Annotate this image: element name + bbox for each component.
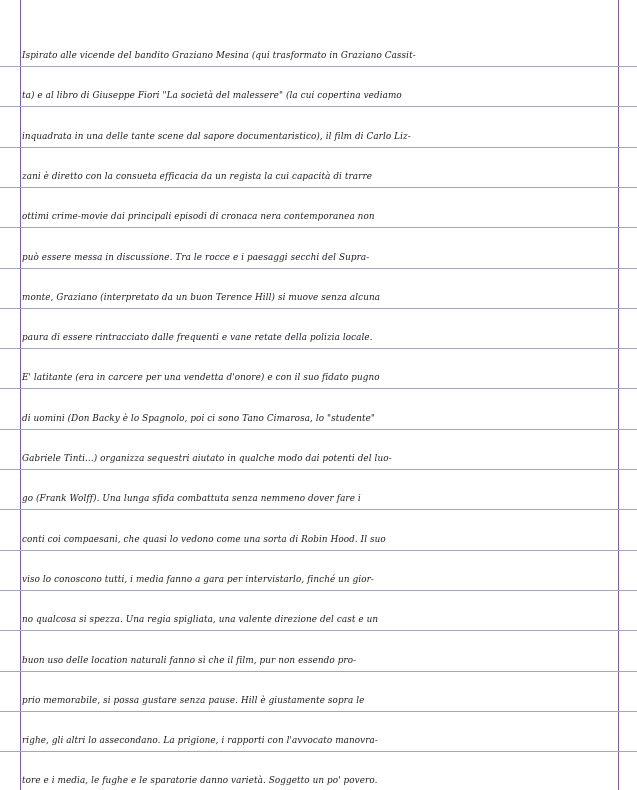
text-line: di uomini (Don Backy è lo Spagnolo, poi ci sono Tano Cimarosa, lo "studente": [22, 414, 376, 424]
text-line: paura di essere rintracciato dalle frequenti e vane retate della polizia locale.: [22, 333, 373, 343]
ruled-line: [0, 751, 637, 752]
text-line: no qualcosa si spezza. Una regia spigliata, una valente direzione del cast e un: [22, 615, 379, 625]
text-line: conti coi compaesani, che quasi lo vedono come una sorta di Robin Hood. Il suo: [22, 535, 386, 545]
ruled-line: [0, 187, 637, 188]
ruled-line: [0, 308, 637, 309]
ruled-line: [0, 268, 637, 269]
text-line: inquadrata in una delle tante scene dal sapore documentaristico), il film di Carlo Liz-: [22, 132, 411, 142]
text-line: Ispirato alle vicende del bandito Graziano Mesina (qui trasformato in Graziano Cassit-: [22, 51, 416, 61]
ruled-line: [0, 106, 637, 107]
text-line: go (Frank Wolff). Una lunga sfida combattuta senza nemmeno dover fare i: [22, 494, 361, 504]
text-line: monte, Graziano (interpretato da un buon Terence Hill) si muove senza alcuna: [22, 293, 381, 303]
text-line: ta) e al libro di Giuseppe Fiori "La società del malessere" (la cui copertina vediamo: [22, 91, 402, 101]
ruled-line: [0, 711, 637, 712]
ruled-line: [0, 469, 637, 470]
ruled-line: [0, 550, 637, 551]
ruled-line: [0, 388, 637, 389]
text-line: viso lo conoscono tutti, i media fanno a gara per intervistarlo, finché un gior-: [22, 575, 375, 585]
text-line: E' latitante (era in carcere per una vendetta d'onore) e con il suo fidato pugno: [22, 373, 380, 383]
text-line: tore e i media, le fughe e le sparatorie danno varietà. Soggetto un po' povero.: [22, 776, 378, 786]
text-line: righe, gli altri lo assecondano. La prigione, i rapporti con l'avvocato manovra-: [22, 736, 378, 746]
text-line: ottimi crime-movie dai principali episodi di cronaca nera contemporanea non: [22, 212, 375, 222]
ruled-line: [0, 429, 637, 430]
ruled-line: [0, 348, 637, 349]
ruled-line: [0, 630, 637, 631]
ruled-line: [0, 590, 637, 591]
text-line: buon uso delle location naturali fanno sì che il film, pur non essendo pro-: [22, 656, 357, 666]
ruled-line: [0, 227, 637, 228]
ruled-line: [0, 66, 637, 67]
text-line: può essere messa in discussione. Tra le rocce e i paesaggi secchi del Supra-: [22, 253, 370, 263]
text-line: prio memorabile, si possa gustare senza pause. Hill è giustamente sopra le: [22, 696, 365, 706]
ruled-line: [0, 671, 637, 672]
text-line: zani è diretto con la consueta efficacia da un regista la cui capacità di trarre: [22, 172, 373, 182]
ruled-line: [0, 509, 637, 510]
ruled-line: [0, 147, 637, 148]
text-line: Gabriele Tinti...) organizza sequestri aiutato in qualche modo dai potenti del luo-: [22, 454, 392, 464]
